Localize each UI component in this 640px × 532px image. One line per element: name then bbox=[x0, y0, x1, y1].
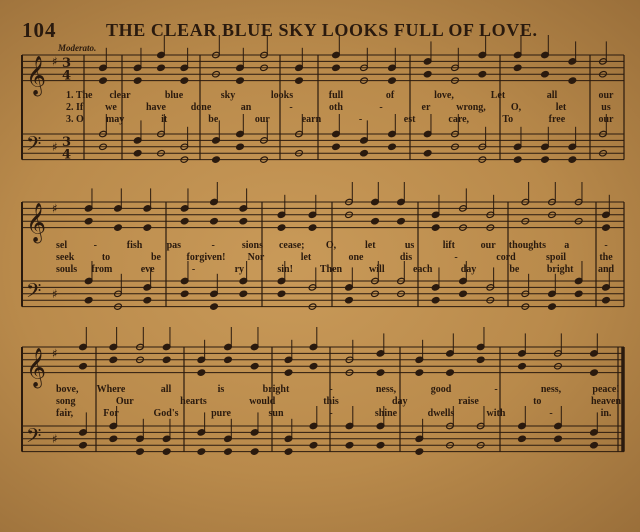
lyric-syllable: will bbox=[369, 264, 385, 275]
lyric-syllable: good bbox=[430, 384, 452, 395]
lyric-syllable: sel bbox=[56, 240, 68, 251]
lyric-syllable: us bbox=[601, 102, 611, 113]
lyric-syllable: dis bbox=[399, 252, 413, 263]
lyric-syllable: oth bbox=[329, 102, 343, 113]
treble-note bbox=[518, 363, 527, 370]
lyric-syllable: in. bbox=[600, 408, 612, 419]
lyric-syllable: love, bbox=[434, 90, 454, 101]
lyric-syllable: sin! bbox=[277, 264, 293, 275]
treble-note bbox=[388, 77, 397, 84]
lyric-syllable: care, bbox=[448, 114, 470, 125]
bass-note bbox=[360, 150, 369, 157]
treble-clef-icon: 𝄞 bbox=[26, 202, 47, 243]
treble-note bbox=[415, 369, 424, 376]
lyric-syllable: from bbox=[91, 264, 113, 275]
lyric-syllable: bright bbox=[262, 384, 290, 395]
lyric-syllable: fair, bbox=[56, 408, 74, 419]
treble-note bbox=[371, 218, 380, 225]
treble-note bbox=[133, 77, 142, 84]
treble-note bbox=[308, 224, 317, 231]
lyric-syllable: O, bbox=[325, 240, 337, 251]
lyric-syllable: our bbox=[598, 90, 614, 101]
bass-note bbox=[541, 156, 550, 163]
lyric-syllable: done bbox=[190, 102, 212, 113]
bass-note bbox=[250, 448, 259, 455]
lyric-syllable: seek bbox=[56, 252, 75, 263]
lyric-syllable: the bbox=[599, 252, 613, 263]
lyric-syllable: full bbox=[328, 90, 344, 101]
tempo-marking: Moderato. bbox=[58, 43, 97, 53]
treble-note bbox=[180, 218, 189, 225]
treble-note bbox=[162, 356, 171, 363]
treble-note bbox=[332, 64, 341, 71]
lyric-syllable: lift bbox=[442, 240, 455, 251]
page-number: 104 bbox=[22, 18, 57, 42]
bass-note bbox=[109, 435, 118, 442]
lyric-syllable: be bbox=[208, 114, 219, 125]
lyric-syllable: ry bbox=[234, 264, 245, 275]
bass-note bbox=[548, 303, 557, 310]
treble-note bbox=[376, 369, 385, 376]
lyric-syllable: be bbox=[151, 252, 161, 263]
bass-note bbox=[133, 150, 142, 157]
bass-note bbox=[284, 448, 293, 455]
bass-clef-icon: 𝄢 bbox=[26, 279, 42, 308]
lyric-syllable: we bbox=[105, 102, 117, 113]
treble-note bbox=[236, 77, 245, 84]
lyric-syllable: For bbox=[103, 408, 119, 419]
lyric-syllable: - bbox=[289, 102, 293, 113]
lyric-syllable: have bbox=[146, 102, 166, 113]
bass-note bbox=[459, 290, 468, 297]
treble-note bbox=[143, 224, 152, 231]
bass-note bbox=[431, 297, 440, 304]
treble-note bbox=[446, 369, 455, 376]
treble-note bbox=[250, 363, 259, 370]
bass-note bbox=[554, 435, 563, 442]
bass-clef-icon: 𝄢 bbox=[26, 424, 42, 453]
lyric-syllable: sun bbox=[268, 408, 284, 419]
bass-note bbox=[277, 290, 286, 297]
lyric-syllable: a bbox=[564, 240, 570, 251]
lyric-syllable: earn bbox=[301, 114, 322, 125]
bass-note bbox=[345, 442, 354, 449]
bass-note bbox=[415, 448, 424, 455]
lyric-syllable: our bbox=[254, 114, 270, 125]
treble-clef-icon: 𝄞 bbox=[26, 347, 47, 388]
bass-note bbox=[513, 156, 522, 163]
lyric-syllable: ness, bbox=[375, 384, 397, 395]
lyric-syllable: - bbox=[549, 408, 553, 419]
lyric-syllable: - bbox=[191, 264, 196, 275]
lyric-syllable: - bbox=[454, 252, 458, 263]
treble-note bbox=[602, 224, 611, 231]
lyric-syllable: this bbox=[323, 396, 339, 407]
treble-note bbox=[180, 77, 189, 84]
treble-note bbox=[309, 363, 318, 370]
bass-note bbox=[423, 150, 432, 157]
treble-note bbox=[431, 224, 440, 231]
lyric-syllable: to bbox=[533, 396, 542, 407]
lyric-syllable: peace! bbox=[592, 384, 620, 395]
lyric-syllable: Nor bbox=[247, 252, 265, 263]
lyric-syllable: let bbox=[365, 240, 376, 251]
bass-note bbox=[332, 143, 341, 150]
lyric-syllable: - bbox=[604, 240, 608, 251]
bass-note bbox=[388, 143, 397, 150]
treble-clef-icon: 𝄞 bbox=[26, 55, 47, 96]
lyric-syllable: each bbox=[412, 264, 433, 275]
sharp-icon: ♯ bbox=[52, 201, 58, 216]
bass-note bbox=[590, 442, 599, 449]
treble-note bbox=[79, 363, 88, 370]
lyric-syllable: eve bbox=[140, 264, 155, 275]
lyric-syllable: blue bbox=[164, 90, 184, 101]
lyric-syllable: Our bbox=[115, 396, 134, 407]
lyric-syllable: be bbox=[509, 264, 520, 275]
lyric-syllable: our bbox=[480, 240, 496, 251]
lyric-syllable: let bbox=[300, 252, 312, 263]
lyric-syllable: est bbox=[403, 114, 416, 125]
bass-note bbox=[236, 143, 245, 150]
lyric-syllable: looks bbox=[270, 90, 294, 101]
lyric-syllable: Where bbox=[96, 384, 126, 395]
lyric-syllable: - bbox=[329, 384, 333, 395]
lyric-syllable: spoil bbox=[545, 252, 566, 263]
lyric-syllable: ness, bbox=[540, 384, 562, 395]
lyric-syllable: us bbox=[404, 240, 415, 251]
lyric-syllable: - bbox=[358, 114, 363, 125]
lyric-syllable: O, bbox=[510, 102, 522, 113]
lyric-syllable: cord bbox=[496, 252, 516, 263]
treble-note bbox=[476, 356, 485, 363]
lyric-syllable: cease; bbox=[278, 240, 305, 251]
lyric-syllable: forgiven! bbox=[186, 252, 226, 263]
lyric-syllable: wrong, bbox=[456, 102, 486, 113]
lyric-syllable: To bbox=[502, 114, 514, 125]
lyric-syllable: day bbox=[460, 264, 477, 275]
lyric-syllable: with bbox=[486, 408, 506, 419]
lyric-syllable: day bbox=[391, 396, 408, 407]
sharp-icon: ♯ bbox=[52, 54, 58, 69]
lyric-syllable: our bbox=[598, 114, 614, 125]
treble-note bbox=[239, 218, 248, 225]
treble-note bbox=[224, 356, 233, 363]
treble-note bbox=[84, 218, 93, 225]
bass-note bbox=[345, 297, 354, 304]
lyric-syllable: would bbox=[249, 396, 276, 407]
treble-note bbox=[423, 71, 432, 78]
bass-note bbox=[79, 442, 88, 449]
sharp-icon: ♯ bbox=[52, 286, 58, 301]
treble-note bbox=[478, 71, 487, 78]
treble-note bbox=[99, 77, 108, 84]
lyric-syllable: 2. If bbox=[66, 102, 84, 113]
lyric-syllable: raise bbox=[458, 396, 479, 407]
bass-note bbox=[162, 448, 171, 455]
sharp-icon: ♯ bbox=[52, 139, 58, 154]
lyric-syllable: dwells bbox=[427, 408, 455, 419]
lyric-syllable: souls bbox=[56, 264, 78, 275]
bass-note bbox=[224, 448, 233, 455]
lyric-syllable: pure bbox=[211, 408, 231, 419]
lyric-syllable: let bbox=[555, 102, 567, 113]
lyric-syllable: sky bbox=[220, 90, 236, 101]
lyric-syllable: heaven bbox=[591, 396, 621, 407]
bass-note bbox=[376, 442, 385, 449]
lyric-syllable: er bbox=[421, 102, 431, 113]
bass-note bbox=[136, 448, 145, 455]
lyric-syllable: one bbox=[348, 252, 364, 263]
lyric-syllable: of bbox=[385, 90, 395, 101]
lyric-syllable: fish bbox=[126, 240, 143, 251]
lyric-syllable: bove, bbox=[56, 384, 79, 395]
lyric-syllable: is bbox=[217, 384, 225, 395]
lyric-syllable: all bbox=[546, 90, 558, 101]
time-signature: 4 bbox=[62, 147, 72, 163]
treble-note bbox=[197, 369, 206, 376]
treble-note bbox=[157, 64, 166, 71]
lyric-syllable: song bbox=[56, 396, 76, 407]
lyric-syllable: - bbox=[93, 240, 97, 251]
bass-note bbox=[210, 303, 219, 310]
bass-note bbox=[143, 297, 152, 304]
lyric-syllable: clear bbox=[109, 90, 131, 101]
hymn-title: THE CLEAR BLUE SKY LOOKS FULL OF LOVE. bbox=[106, 20, 538, 40]
treble-note bbox=[109, 356, 118, 363]
sharp-icon: ♯ bbox=[52, 346, 58, 361]
lyric-syllable: all bbox=[160, 384, 172, 395]
bass-clef-icon: 𝄢 bbox=[26, 132, 42, 161]
lyric-syllable: it bbox=[161, 114, 168, 125]
lyric-syllable: thoughts bbox=[508, 240, 547, 251]
lyric-syllable: sions bbox=[241, 240, 263, 251]
lyric-syllable: and bbox=[597, 264, 615, 275]
lyric-syllable: Let bbox=[490, 90, 506, 101]
time-signature: 3 bbox=[62, 134, 72, 150]
lyric-syllable: - bbox=[494, 384, 498, 395]
lyric-syllable: 1. The bbox=[66, 90, 93, 101]
lyric-syllable: Then bbox=[319, 264, 343, 275]
bass-note bbox=[239, 290, 248, 297]
treble-note bbox=[277, 224, 286, 231]
lyric-syllable: 3. O bbox=[66, 114, 84, 125]
lyric-syllable: may bbox=[105, 114, 125, 125]
lyric-syllable: God's bbox=[153, 408, 179, 419]
lyric-syllable: - bbox=[329, 408, 333, 419]
treble-note bbox=[590, 369, 599, 376]
lyric-syllable: bright bbox=[546, 264, 574, 275]
bass-note bbox=[212, 156, 221, 163]
bass-note bbox=[197, 448, 206, 455]
time-signature: 3 bbox=[62, 55, 72, 71]
lyric-syllable: - bbox=[379, 102, 383, 113]
bass-note bbox=[84, 297, 93, 304]
lyric-syllable: - bbox=[211, 240, 215, 251]
bass-note bbox=[568, 156, 577, 163]
bass-note bbox=[180, 290, 189, 297]
bass-note bbox=[309, 442, 318, 449]
treble-note bbox=[295, 77, 304, 84]
bass-note bbox=[574, 290, 583, 297]
treble-note bbox=[513, 64, 522, 71]
treble-note bbox=[397, 218, 406, 225]
treble-note bbox=[541, 71, 550, 78]
lyric-syllable: an bbox=[240, 102, 252, 113]
treble-note bbox=[568, 77, 577, 84]
bass-note bbox=[602, 297, 611, 304]
treble-note bbox=[114, 224, 123, 231]
lyric-syllable: to bbox=[101, 252, 111, 263]
treble-note bbox=[284, 369, 293, 376]
time-signature: 4 bbox=[62, 68, 72, 84]
lyric-syllable: shine bbox=[374, 408, 398, 419]
lyric-syllable: pas bbox=[166, 240, 182, 251]
lyric-syllable: free bbox=[548, 114, 566, 125]
bass-note bbox=[518, 435, 527, 442]
treble-note bbox=[210, 218, 219, 225]
sharp-icon: ♯ bbox=[52, 431, 58, 446]
lyric-syllable: hearts bbox=[180, 396, 207, 407]
